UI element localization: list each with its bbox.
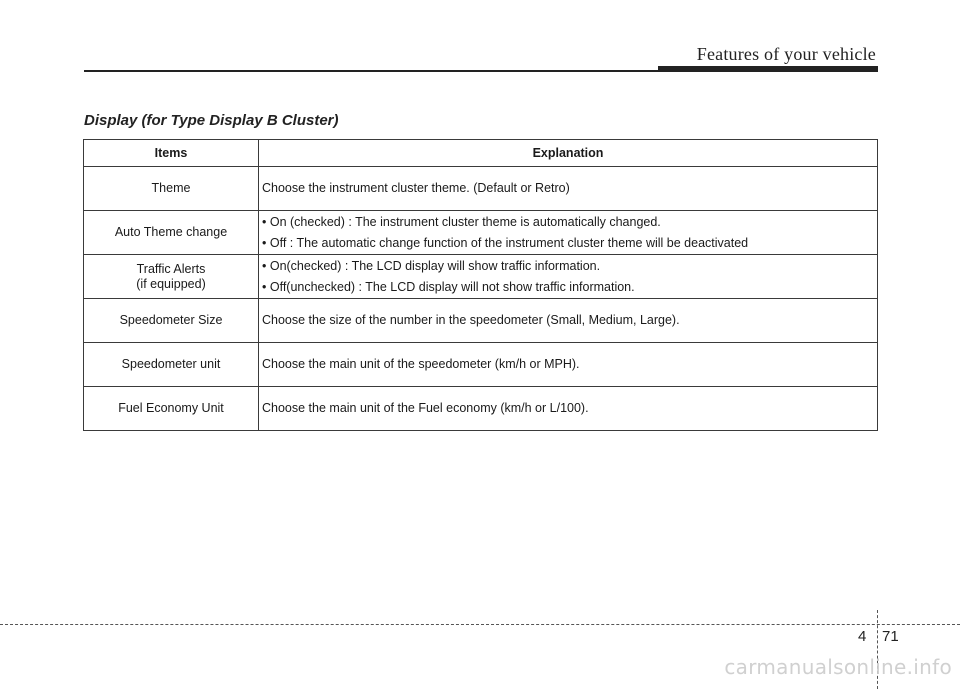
item-cell bbox=[84, 211, 259, 255]
watermark: carmanualsonline.info bbox=[724, 655, 952, 679]
table-header-row bbox=[84, 140, 878, 167]
item-label: Speedometer Size bbox=[119, 313, 223, 327]
explanation-bullet: • Off(unchecked) : The LCD display will not show traffic information. bbox=[262, 279, 635, 294]
item-cell bbox=[84, 167, 259, 211]
explanation-cell bbox=[259, 211, 878, 255]
item-cell bbox=[84, 255, 259, 299]
column-header-items: Items bbox=[84, 140, 259, 167]
explanation-text: Choose the size of the number in the speedometer (Small, Medium, Large). bbox=[262, 313, 680, 327]
explanation-bullet: • Off : The automatic change function of the instrument cluster theme will be deactivated bbox=[262, 235, 749, 250]
display-settings-table bbox=[83, 139, 878, 431]
explanation-bullet: • On(checked) : The LCD display will show traffic information. bbox=[262, 258, 601, 273]
explanation-text: Choose the instrument cluster theme. (Default or Retro) bbox=[262, 181, 570, 195]
explanation-bullet: • On (checked) : The instrument cluster theme is automatically changed. bbox=[262, 214, 661, 229]
explanation-cell bbox=[259, 255, 878, 299]
table-row bbox=[84, 167, 878, 211]
column-header-explanation: Explanation bbox=[259, 140, 878, 167]
table-row bbox=[84, 255, 878, 299]
item-label-note: (if equipped) bbox=[136, 276, 206, 291]
table-row bbox=[84, 343, 878, 387]
table-row bbox=[84, 211, 878, 255]
item-cell bbox=[84, 343, 259, 387]
table-row bbox=[84, 387, 878, 431]
explanation-cell bbox=[259, 167, 878, 211]
footer-dashed-rule bbox=[0, 624, 960, 625]
section-title: Display (for Type Display B Cluster) bbox=[84, 112, 339, 129]
page-number: 71 bbox=[882, 628, 899, 645]
explanation-text: Choose the main unit of the Fuel economy (km/h or L/100). bbox=[262, 401, 589, 415]
explanation-text: Choose the main unit of the speedometer (km/h or MPH). bbox=[262, 357, 580, 371]
header-rule-thick bbox=[658, 66, 878, 72]
explanation-cell bbox=[259, 343, 878, 387]
item-cell bbox=[84, 299, 259, 343]
item-label: Fuel Economy Unit bbox=[118, 401, 224, 415]
item-label: Traffic Alerts bbox=[136, 261, 206, 276]
item-label: Speedometer unit bbox=[121, 357, 221, 371]
explanation-cell bbox=[259, 387, 878, 431]
page-header-title: Features of your vehicle bbox=[696, 44, 876, 64]
item-label: Theme bbox=[151, 181, 191, 195]
item-cell bbox=[84, 387, 259, 431]
chapter-number: 4 bbox=[858, 628, 867, 645]
header-rule-thin bbox=[84, 70, 662, 72]
item-label: Auto Theme change bbox=[114, 225, 228, 239]
explanation-cell bbox=[259, 299, 878, 343]
table-row bbox=[84, 299, 878, 343]
